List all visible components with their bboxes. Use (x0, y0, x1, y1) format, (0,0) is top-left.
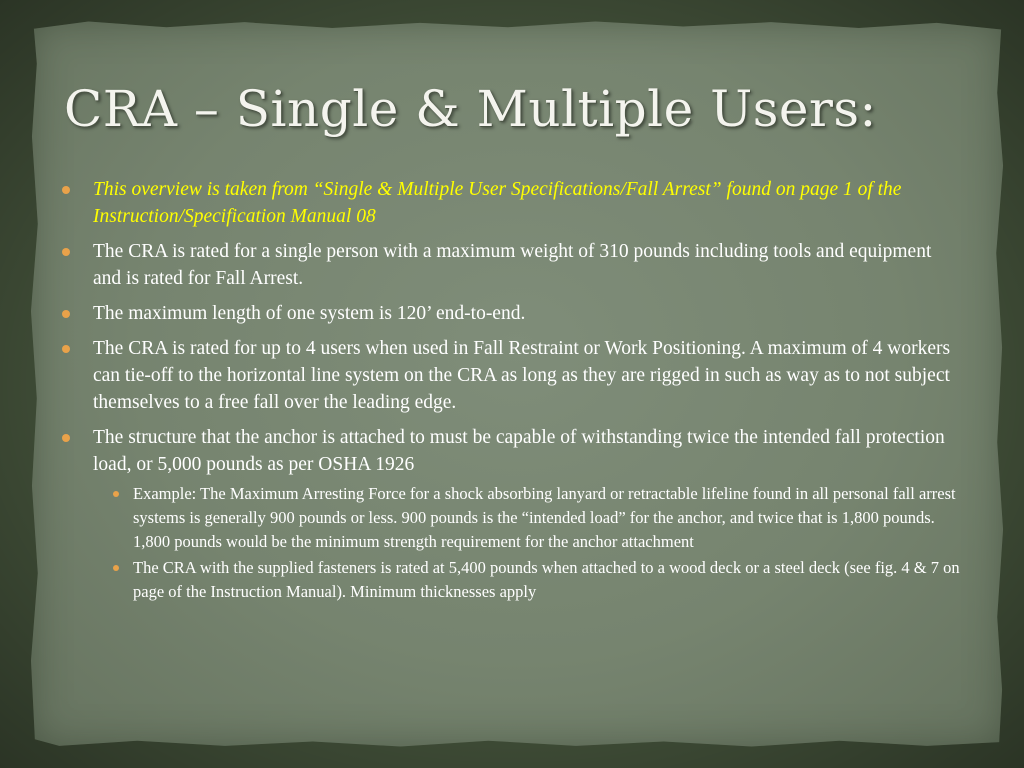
bullet-text: The structure that the anchor is attached to must be capable of withstanding twice the intended fall protection load, or 5,000 pounds as per OSHA 1926 (93, 427, 945, 475)
bullet-text: The maximum length of one system is 120’ end-to-end. (93, 303, 526, 324)
bullet-text: The CRA is rated for up to 4 users when used in Fall Restraint or Work Positioning. A maximum of 4 workers can tie-off to the horizontal line system on the CRA as long as they are rigged in such as way as to not subject themselves to a free fall over the leading edge. (93, 338, 951, 413)
sub-bullet-list (93, 482, 962, 604)
slide-title: CRA – Single & Multiple Users: (64, 80, 877, 138)
bullet-item-single-user (62, 238, 962, 292)
bullet-item-structure-load (62, 424, 962, 604)
bullet-item-max-length (62, 300, 962, 327)
bullet-dot-icon (62, 248, 70, 256)
bullet-dot-icon (62, 310, 70, 318)
slide-content (62, 176, 962, 612)
bullet-list (62, 176, 962, 604)
sub-bullet-item-fasteners (93, 556, 962, 604)
sub-bullet-dot-icon (113, 491, 119, 497)
bullet-item-multiple-users (62, 335, 962, 416)
bullet-text: The CRA is rated for a single person with a maximum weight of 310 pounds including tools and equipment and is rated for Fall Arrest. (93, 241, 932, 289)
sub-bullet-dot-icon (113, 565, 119, 571)
bullet-dot-icon (62, 434, 70, 442)
bullet-item-overview (62, 176, 962, 230)
sub-bullet-item-example (93, 482, 962, 554)
sub-bullet-text: Example: The Maximum Arresting Force for a shock absorbing lanyard or retractable lifeline found in all personal fall arrest systems is generally 900 pounds or less. 900 pounds is the “intended load” for the anchor, and twice that is 1,800 pounds. 1,800 pounds would be the minimum strength requirement for the anchor attachment (133, 484, 956, 551)
bullet-text: This overview is taken from “Single & Multiple User Specifications/Fall Arrest” found on page 1 of the Instruction/Specification Manual 08 (93, 179, 902, 227)
bullet-dot-icon (62, 345, 70, 353)
sub-bullet-text: The CRA with the supplied fasteners is rated at 5,400 pounds when attached to a wood deck or a steel deck (see fig. 4 & 7 on page of the Instruction Manual). Minimum thicknesses apply (133, 558, 960, 601)
bullet-dot-icon (62, 186, 70, 194)
